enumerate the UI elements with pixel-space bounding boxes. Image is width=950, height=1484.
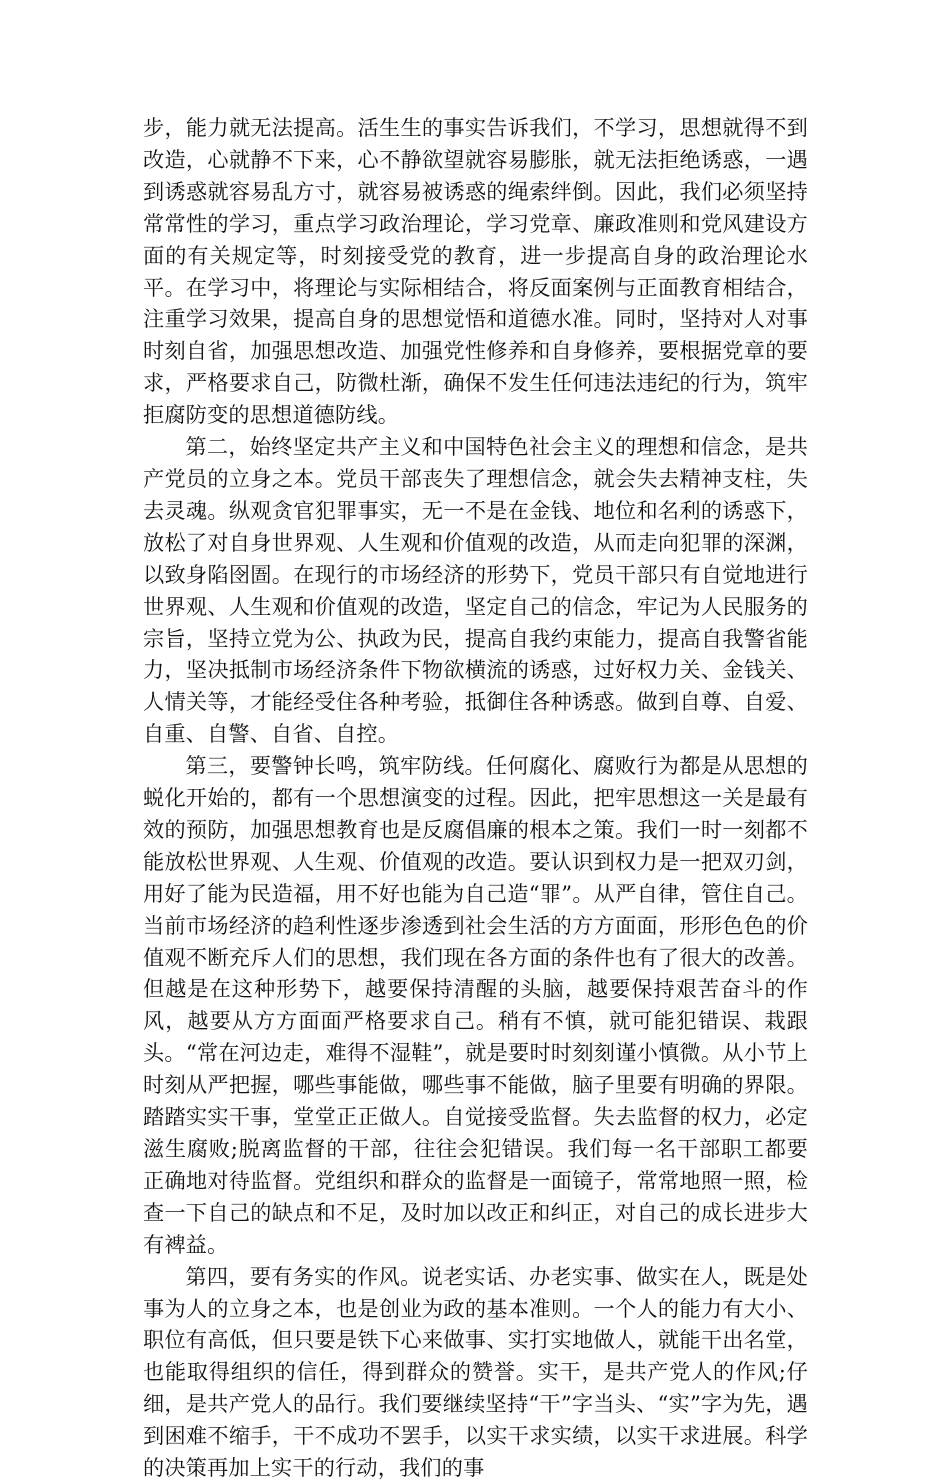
paragraph-second-point: 第二，始终坚定共产主义和中国特色社会主义的理想和信念，是共产党员的立身之本。党员干部丧失了理想信念，就会失去精神支柱，失去灵魂。纵观贪官犯罪事实，无一不是在金钱、地位和名利的诱惑下，放松了对自身世界观、人生观和价值观的改造，从而走向犯罪的深渊，以致身陷囹圄。在现行的市场经济的形势下，党员干部只有自觉地进行世界观、人生观和价值观的改造，坚定自己的信念，牢记为人民服务的宗旨，坚持立党为公、执政为民，提高自我约束能力，提高自我警省能力，坚决抵制市场经济条件下物欲横流的诱惑，过好权力关、金钱关、人情关等，才能经受住各种考验，抵御住各种诱惑。做到自尊、自爱、自重、自警、自省、自控。 <box>143 434 808 747</box>
body-text <box>143 112 808 1484</box>
paragraph-continuation: 步，能力就无法提高。活生生的事实告诉我们，不学习，思想就得不到改造，心就静不下来，心不静欲望就容易膨胀，就无法拒绝诱惑，一遇到诱惑就容易乱方寸，就容易被诱惑的绳索绊倒。因此，我们必须坚持常常性的学习，重点学习政治理论，学习党章、廉政准则和党风建设方面的有关规定等，时刻接受党的教育，进一步提高自身的政治理论水平。在学习中，将理论与实际相结合，将反面案例与正面教育相结合，注重学习效果，提高自身的思想觉悟和道德水准。同时，坚持对人对事时刻自省，加强思想改造、加强党性修养和自身修养，要根据党章的要求，严格要求自己，防微杜渐，确保不发生任何违法违纪的行为，筑牢拒腐防变的思想道德防线。 <box>143 115 808 428</box>
paragraph-third-point: 第三，要警钟长鸣，筑牢防线。任何腐化、腐败行为都是从思想的蜕化开始的，都有一个思想演变的过程。因此，把牢思想这一关是最有效的预防，加强思想教育也是反腐倡廉的根本之策。我们一时一刻都不能放松世界观、人生观、价值观的改造。要认识到权力是一把双刃剑，用好了能为民造福，用不好也能为自己造“罪”。从严自律，管住自己。当前市场经济的趋利性逐步渗透到社会生活的方方面面，形形色色的价值观不断充斥人们的思想，我们现在各方面的条件也有了很大的改善。但越是在这种形势下，越要保持清醒的头脑，越要保持艰苦奋斗的作风，越要从方方面面严格要求自己。稍有不慎，就可能犯错误、栽跟头。“常在河边走，难得不湿鞋”，就是要时时刻刻谨小慎微。从小节上时刻从严把握，哪些事能做，哪些事不能做，脑子里要有明确的界限。踏踏实实干事，堂堂正正做人。自觉接受监督。失去监督的权力，必定滋生腐败;脱离监督的干部，往往会犯错误。我们每一名干部职工都要正确地对待监督。党组织和群众的监督是一面镜子，常常地照一照，检查一下自己的缺点和不足，及时加以改正和纠正，对自己的成长进步大有裨益。 <box>143 753 808 1257</box>
paragraph-fourth-point: 第四，要有务实的作风。说老实话、办老实事、做实在人，既是处事为人的立身之本，也是创业为政的基本准则。一个人的能力有大小、职位有高低，但只要是铁下心来做事、实打实地做人，就能干出名堂，也能取得组织的信任，得到群众的赞誉。实干，是共产党人的作风;仔细，是共产党人的品行。我们要继续坚持“干”字当头、“实”字为先，遇到困难不缩手，干不成功不罢手，以实干求实绩，以实干求进展。科学的决策再加上实干的行动，我们的事 <box>143 1263 808 1481</box>
